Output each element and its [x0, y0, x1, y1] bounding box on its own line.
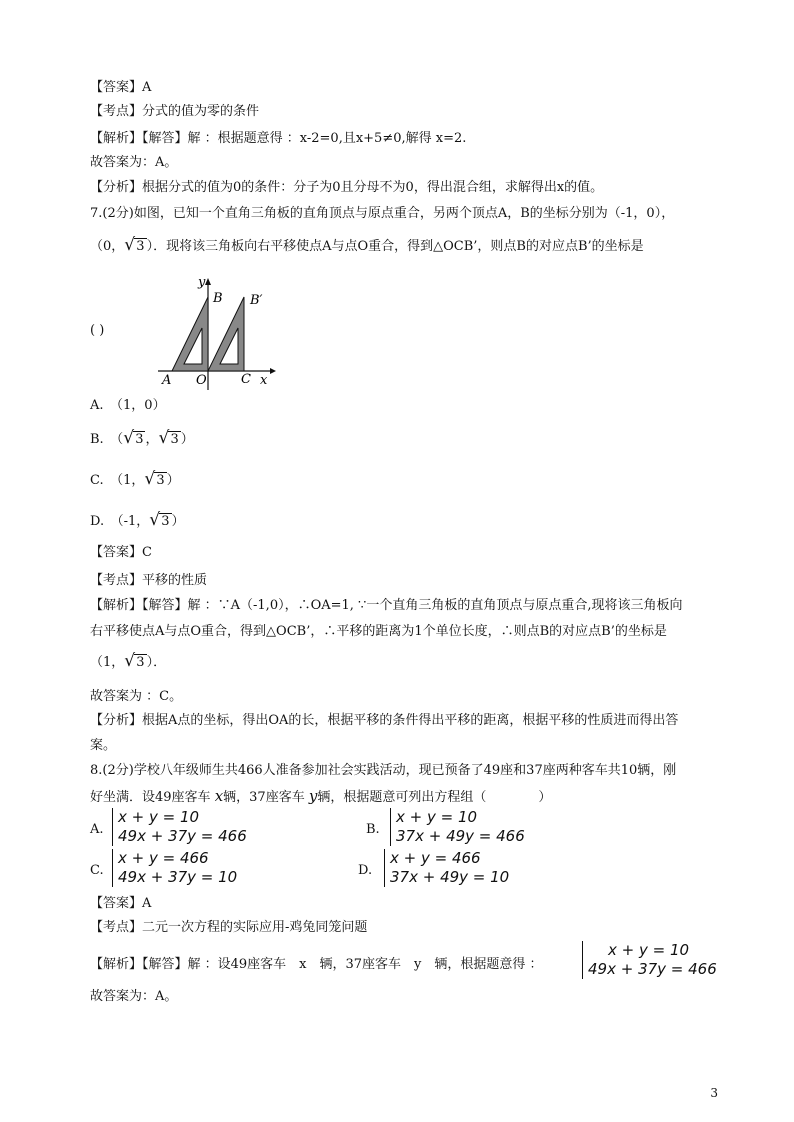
sqrt-3: √ 3 [151, 513, 171, 531]
sqrt-3: √ 3 [126, 238, 146, 256]
label-b: B [213, 291, 223, 306]
q7-option-c: C. （1，√ 3 ） [90, 472, 180, 490]
q8-option-d-system: x + y = 466 37x + 49y = 10 [384, 849, 509, 887]
q7-conclusion: 故答案为 ：C。 [90, 689, 183, 704]
triangle-ocb-prime [208, 297, 244, 371]
q7-option-b: B. （√ 3 ，√ 3 ） [90, 431, 194, 449]
q8-jiexi-system: x + y = 10 49x + 37y = 466 [582, 941, 717, 979]
q7-kaodian: 【考点】平移的性质 [90, 573, 208, 588]
q7-answer: 【答案】C [90, 545, 152, 560]
label-y: y [198, 275, 206, 290]
q6-kaodian: 【考点】分式的值为零的条件 [90, 104, 260, 119]
q7-answer-blank: ( ) [90, 323, 105, 338]
q8-option-c-system: x + y = 466 49x + 37y = 10 [112, 849, 237, 887]
q7-triangle-figure [158, 272, 278, 392]
q8-option-c-label: C. [90, 863, 104, 878]
q8-stem-line2: 好坐满．设49座客车 x辆，37座客车 y辆，根据题意可列出方程组（ ） [90, 787, 552, 805]
q7-stem-line2 [90, 238, 644, 256]
sqrt-3: √ 3 [125, 431, 145, 449]
q6-jiexi: 【解析】【解答】解 ：根据题意得 ：x-2=0,且x+5≠0,解得 x=2. [90, 131, 467, 146]
var-x: x [214, 787, 224, 805]
q6-conclusion: 故答案为：A。 [90, 155, 178, 170]
q8-option-b-system: x + y = 10 37x + 49y = 466 [390, 808, 525, 846]
x-axis-arrow [270, 368, 276, 374]
label-o: O [196, 373, 207, 388]
q8-stem-line1: 8.(2分)学校八年级师生共466人准备参加社会实践活动，现已预备了49座和37座两种客车共10辆，刚 [90, 763, 677, 778]
page-number: 3 [710, 1086, 718, 1100]
q7-jiexi-line3: （1，√ 3 ）． [90, 654, 166, 672]
q8-kaodian: 【考点】二元一次方程的实际应用-鸡兔同笼问题 [90, 920, 368, 935]
q8-option-b-label: B. [366, 822, 380, 837]
label-a: A [162, 373, 172, 388]
q8-option-a-system: x + y = 10 49x + 37y = 466 [112, 808, 247, 846]
sqrt-3: √ 3 [160, 431, 180, 449]
sqrt-3: √ 3 [126, 654, 146, 672]
q8-conclusion: 故答案为：A。 [90, 989, 178, 1004]
sqrt-3: √ 3 [146, 472, 166, 490]
q7-option-a: A. （1，0） [90, 398, 166, 413]
q6-answer: 【答案】A [90, 80, 152, 95]
q7-stem-coord-open: （0， [90, 239, 125, 254]
q8-jiexi: 【解析】【解答】解 ：设49座客车 x 辆，37座客车 y 辆，根据题意得 ： [90, 957, 543, 972]
q7-stem-line1: 7.(2分)如图，已知一个直角三角板的直角顶点与原点重合，另两个顶点A，B的坐标分别为（-1，0）， [90, 206, 675, 221]
q8-option-a-label: A. [90, 822, 104, 837]
label-b-prime: B′ [250, 293, 263, 308]
q7-jiexi-line2: 右平移使点A与点O重合，得到△OCB’，∴平移的距离为1个单位长度，∴则点B的对应点B’的坐标是 [90, 624, 667, 639]
triangle-aob [172, 297, 208, 371]
q6-fenxi: 【分析】根据分式的值为0的条件：分子为0且分母不为0，得出混合组，求解得出x的值。 [90, 180, 604, 195]
q7-fenxi-line2: 案。 [90, 738, 117, 753]
q7-stem-rest: ）．现将该三角板向右平移使点A与点O重合，得到△OCB’，则点B的对应点B’的坐标是 [146, 239, 644, 254]
q7-option-d: D. （-1，√ 3 ） [90, 513, 185, 531]
q8-answer: 【答案】A [90, 896, 152, 911]
y-axis-arrow [205, 278, 211, 285]
q7-jiexi-line1: 【解析】【解答】解 ：∵A（-1,0），∴OA=1, ∵一个直角三角板的直角顶点与原点重合,现将该三角板向 [90, 598, 683, 613]
q7-fenxi-line1: 【分析】根据A点的坐标，得出OA的长，根据平移的条件得出平移的距离，根据平移的性质进而得出答 [90, 713, 679, 728]
var-y: y [308, 787, 318, 805]
label-c: C [241, 372, 251, 387]
q8-option-d-label: D. [358, 863, 373, 878]
label-x: x [260, 373, 268, 388]
